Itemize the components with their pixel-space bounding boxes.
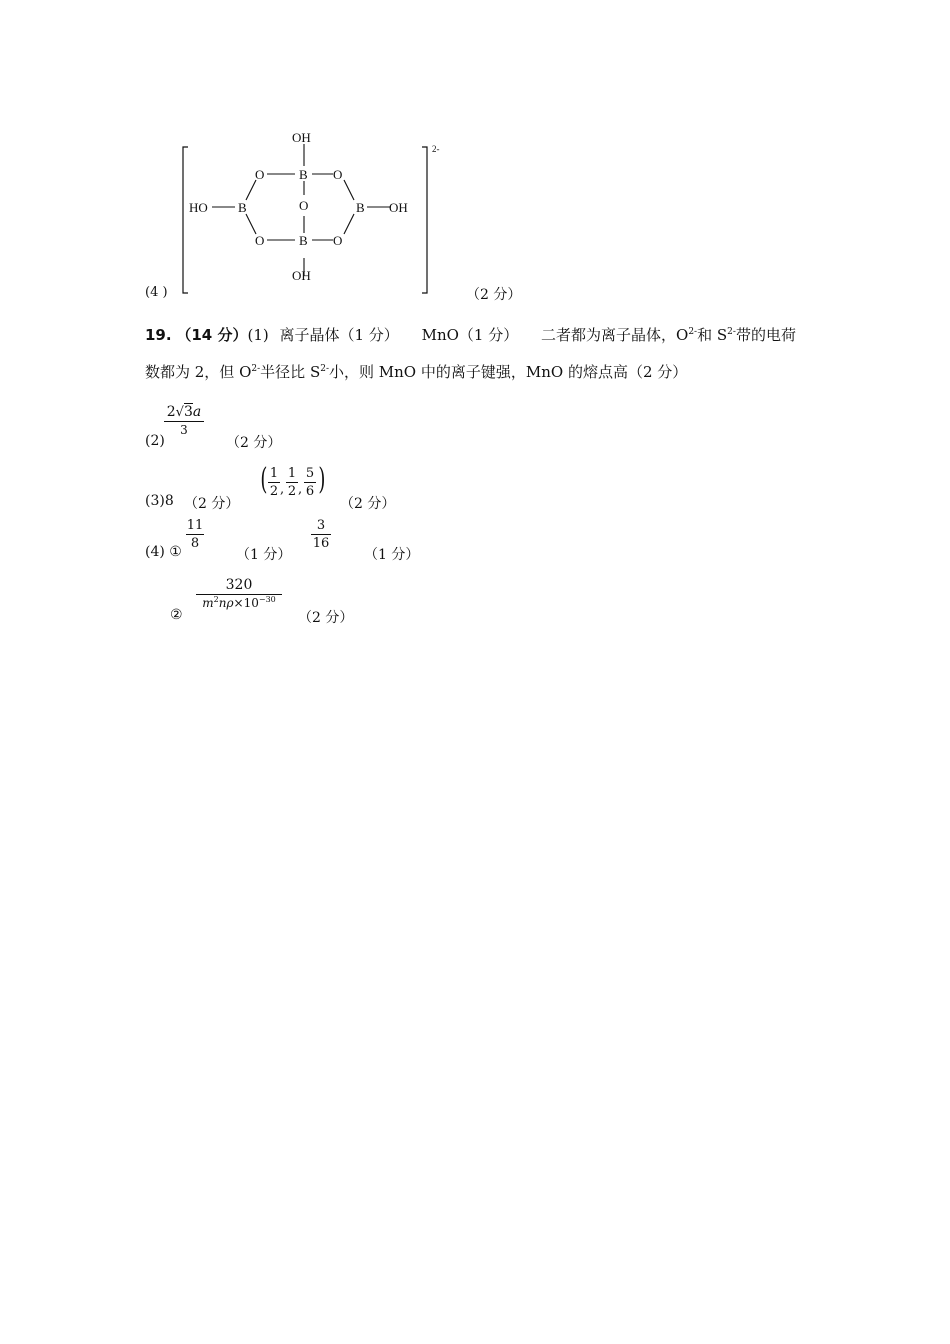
atom-b-bottom: B — [299, 233, 308, 248]
explanation-text-2: 和 S — [697, 326, 728, 344]
explanation-text-6: 小，则 MnO 中的离子键强，MnO 的熔点高（2 分） — [329, 363, 688, 381]
fraction-3-over-16: 3 16 — [312, 518, 330, 551]
right-paren: ) — [318, 462, 326, 497]
atom-o-center: O — [299, 198, 309, 213]
part-1-label: (1) — [247, 326, 269, 344]
atom-oh-top: OH — [292, 130, 311, 145]
question-number: 19. — [145, 326, 172, 344]
charge-label: 2- — [432, 144, 440, 154]
density-fraction — [196, 577, 282, 610]
atom-ho-left: HO — [189, 200, 208, 215]
answer-mno: MnO（1 分） — [421, 326, 519, 344]
charge-sup: 2- — [688, 327, 698, 337]
atom-b-right: B — [356, 200, 365, 215]
part-3-score-2: （2 分） — [340, 496, 396, 512]
charge-sup: 2- — [251, 364, 261, 374]
explanation-text-1: 二者都为离子晶体，O — [541, 326, 689, 344]
sub-part-2-label: ② — [170, 607, 183, 623]
left-bracket — [183, 147, 188, 293]
q19-line-1 — [145, 324, 796, 345]
density-numerator: 320 — [225, 577, 253, 593]
explanation-text-4: 数都为 2，但 O — [145, 363, 252, 381]
atom-o-top-left: O — [255, 167, 265, 182]
numerator-root: 3 — [183, 404, 193, 420]
atom-o-bottom-left: O — [255, 233, 265, 248]
coord-fraction-z: 5 6 — [305, 466, 315, 499]
part-2-score: （2 分） — [226, 435, 282, 451]
atom-oh-bottom: OH — [292, 268, 311, 283]
coord-fraction-x: 1 2 — [269, 466, 279, 499]
part-4-score-3: （2 分） — [298, 610, 354, 626]
part-4-q19-label: (4) ① — [145, 544, 182, 560]
density-denominator: $m^2n\rho\times 10^{-30}$ — [202, 595, 276, 610]
part-3-label: (3)8 — [145, 493, 174, 509]
question-points: （14 分） — [176, 326, 248, 344]
explanation-text-3: 带的电荷 — [735, 326, 796, 344]
atom-o-bottom-right: O — [333, 233, 343, 248]
right-bracket — [422, 147, 427, 293]
atom-b-left: B — [238, 200, 247, 215]
numerator-variable: a — [192, 404, 202, 420]
part-2-label: (2) — [145, 433, 165, 449]
fraction-2-root3-a-over-3: 2√3a 3 — [164, 404, 204, 437]
fraction-11-over-8: 11 8 — [186, 518, 204, 551]
atom-oh-right: OH — [389, 200, 408, 215]
explanation-text-5: 半径比 S — [260, 363, 321, 381]
part-4-score-2: （1 分） — [364, 547, 420, 563]
denominator: 3 — [180, 423, 188, 437]
left-paren: ( — [260, 462, 268, 497]
atom-b-top: B — [299, 167, 308, 182]
answer-crystal-type: 离子晶体（1 分） — [279, 326, 399, 344]
part-3-score-1: （2 分） — [184, 496, 240, 512]
part-4-label: (4 ) — [145, 285, 168, 300]
part-4-score: （2 分） — [466, 287, 522, 303]
borate-anion-structure — [175, 125, 455, 300]
charge-sup: 2- — [320, 364, 329, 374]
charge-sup: 2- — [727, 327, 736, 337]
coord-fraction-y: 1 2 — [287, 466, 297, 499]
atom-o-top-right: O — [333, 167, 343, 182]
numerator-coefficient: 2 — [166, 404, 176, 420]
q19-line-2 — [145, 361, 687, 382]
part-4-score-1: （1 分） — [236, 547, 292, 563]
